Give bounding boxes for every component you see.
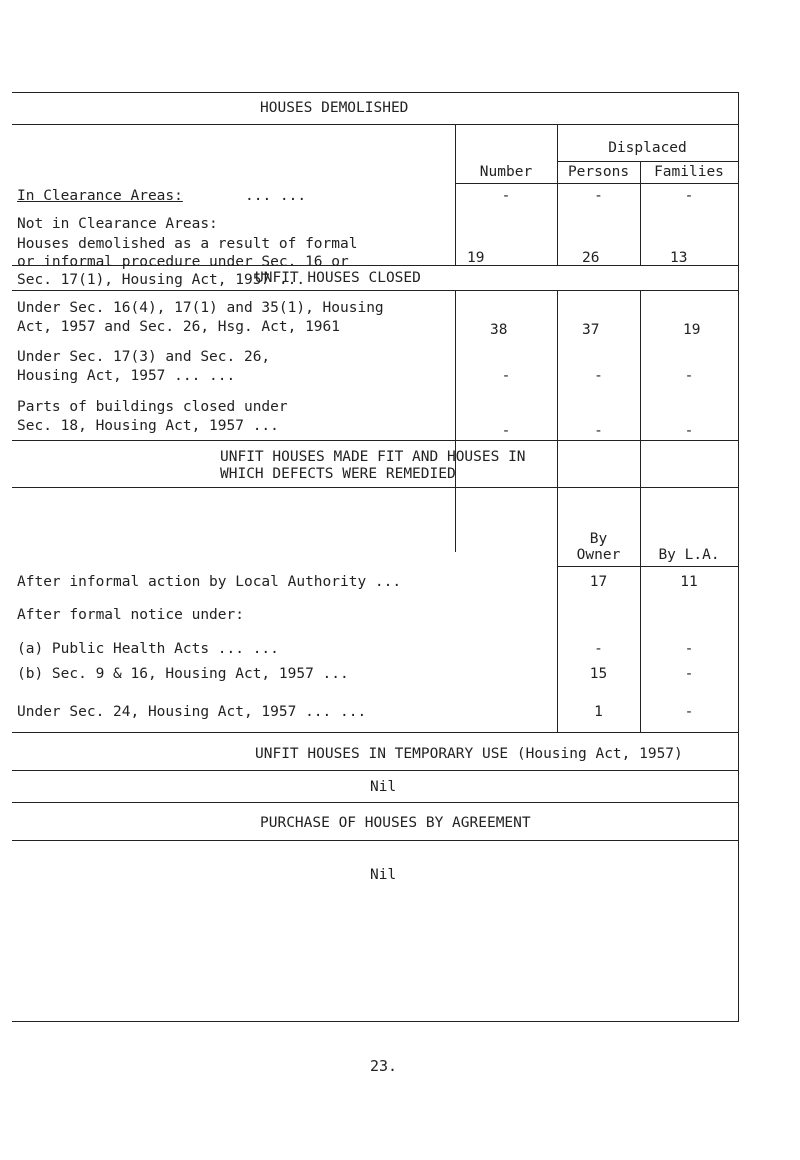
divider: [12, 732, 738, 733]
row-text-line: Houses demolished as a result of formal: [17, 236, 358, 252]
row-leader: ... ...: [245, 188, 307, 204]
divider: [12, 440, 738, 441]
cell-families: -: [684, 368, 694, 384]
row-heading: After formal notice under:: [17, 607, 244, 623]
cell-by-la: 11: [680, 574, 698, 590]
cell-families: 19: [683, 322, 701, 338]
header-by-la: By L.A.: [658, 547, 720, 563]
column-divider: [640, 487, 641, 732]
cell-persons: 37: [582, 322, 600, 338]
cell-number: -: [501, 368, 511, 384]
section-title-purchase-by-agreement: PURCHASE OF HOUSES BY AGREEMENT: [260, 815, 531, 831]
cell-families: -: [684, 423, 694, 439]
cell-families: -: [684, 188, 694, 204]
section-title-made-fit-line1: UNFIT HOUSES MADE FIT AND HOUSES IN: [220, 449, 526, 465]
cell-by-la: -: [684, 666, 694, 682]
column-divider: [455, 290, 456, 552]
row-label: Under Sec. 24, Housing Act, 1957 ... ...: [17, 704, 367, 720]
section-title-houses-demolished: HOUSES DEMOLISHED: [260, 100, 409, 116]
cell-persons: 26: [582, 250, 600, 266]
row-text-line: Sec. 18, Housing Act, 1957 ...: [17, 418, 279, 434]
header-by-owner: Owner: [576, 547, 621, 563]
cell-persons: -: [594, 368, 603, 384]
row-label: After informal action by Local Authority ...: [17, 574, 402, 590]
divider: [557, 566, 738, 567]
cell-number: 19: [467, 250, 485, 266]
temporary-use-value: Nil: [370, 779, 397, 795]
row-text-line: or informal procedure under Sec. 16 or: [17, 254, 349, 270]
divider: [557, 161, 738, 162]
row-text-line: Under Sec. 17(3) and Sec. 26,: [17, 349, 271, 365]
page-number: 23.: [370, 1057, 398, 1075]
header-families: Families: [654, 164, 724, 180]
cell-by-owner: 15: [589, 666, 608, 682]
divider: [12, 840, 738, 841]
cell-number: -: [501, 423, 511, 439]
divider: [12, 770, 738, 771]
section-title-unfit-houses-closed: UNFIT HOUSES CLOSED: [255, 270, 421, 286]
cell-by-la: -: [684, 704, 694, 720]
cell-persons: -: [594, 188, 603, 204]
row-text-line: Act, 1957 and Sec. 26, Hsg. Act, 1961: [17, 319, 341, 335]
cell-by-owner: 1: [594, 704, 603, 720]
divider: [455, 183, 738, 184]
divider: [12, 290, 738, 291]
divider: [12, 124, 738, 125]
header-number: Number: [479, 164, 533, 180]
divider: [12, 802, 738, 803]
column-divider: [557, 487, 558, 732]
row-text-line: Sec. 17(1), Housing Act, 1957 ...: [17, 272, 306, 288]
header-by-owner: By: [589, 531, 608, 547]
purchase-value: Nil: [370, 867, 397, 883]
row-text-line: Parts of buildings closed under: [17, 399, 288, 415]
cell-by-owner: 17: [589, 574, 608, 590]
cell-by-owner: -: [594, 641, 603, 657]
row-heading-not-in-clearance-areas: Not in Clearance Areas:: [17, 216, 218, 232]
section-title-temporary-use: UNFIT HOUSES IN TEMPORARY USE (Housing Act, 1957): [255, 746, 683, 762]
row-text-line: Housing Act, 1957 ... ...: [17, 368, 236, 384]
cell-persons: -: [594, 423, 603, 439]
divider: [12, 487, 738, 488]
header-persons: Persons: [567, 164, 630, 180]
row-label-in-clearance-areas: In Clearance Areas:: [17, 188, 183, 204]
cell-by-la: -: [684, 641, 694, 657]
divider: [12, 265, 738, 266]
row-text-line: Under Sec. 16(4), 17(1) and 35(1), Housing: [17, 300, 384, 316]
cell-number: 38: [490, 322, 508, 338]
row-label: (a) Public Health Acts ... ...: [17, 641, 279, 657]
row-label: (b) Sec. 9 & 16, Housing Act, 1957 ...: [17, 666, 349, 682]
cell-families: 13: [670, 250, 688, 266]
section-title-made-fit-line2: WHICH DEFECTS WERE REMEDIED: [220, 466, 456, 482]
header-displaced: Displaced: [608, 140, 687, 156]
cell-number: -: [501, 188, 511, 204]
